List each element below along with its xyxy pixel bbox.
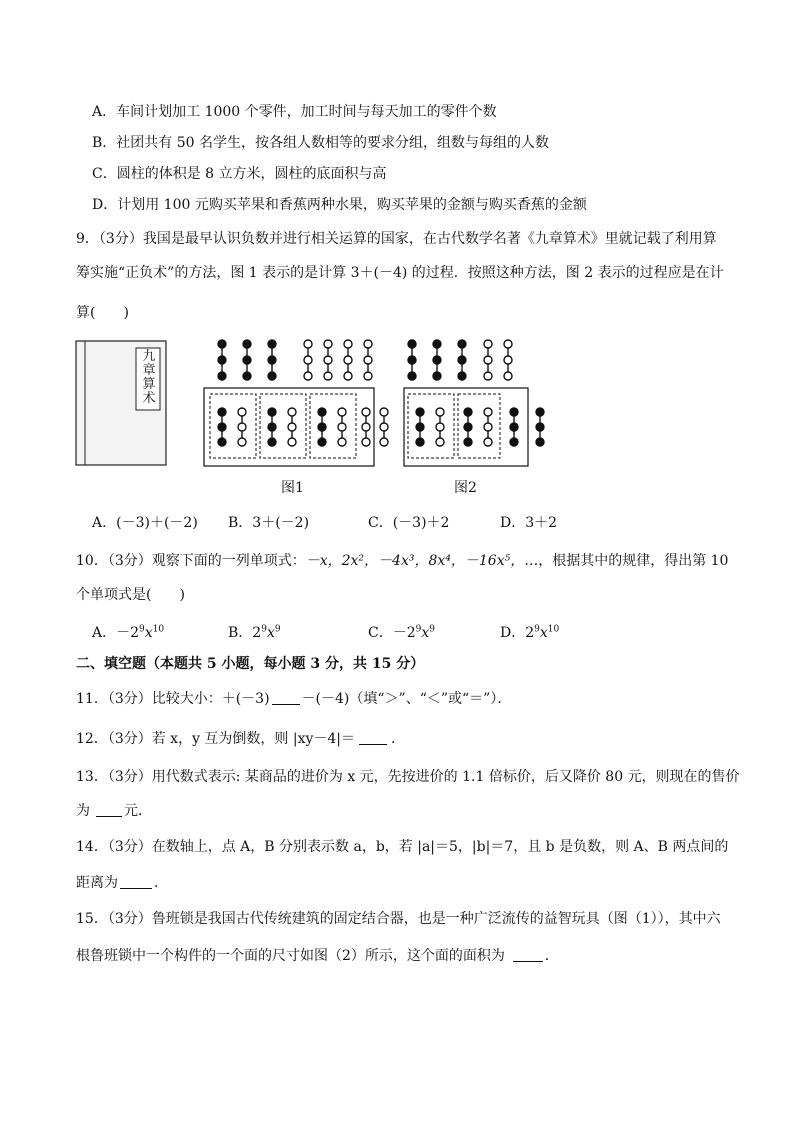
option-coef: 2 <box>252 625 262 641</box>
option-text: 社团共有 50 名学生，按各组人数相等的要求分组，组数与每组的人数 <box>116 135 550 151</box>
q15-stem-line2 <box>76 945 559 965</box>
q12-post: ． <box>391 731 406 747</box>
q10-terms: －x，2x²，－4x³，8x⁴，－16x⁵，… <box>305 553 539 569</box>
q9-stem-line2: 筹实施“正负术”的方法，图 1 表示的是计算 3＋(－4) 的过程．按照这种方法，图 2 表示的过程应是在计 <box>76 265 724 281</box>
q12-pre: 12．（3分）若 x，y 互为倒数，则 |xy－4|＝ <box>76 731 356 747</box>
option-base: x <box>144 625 153 641</box>
q8-option-d <box>92 194 587 214</box>
q10-stem-line2: 个单项式是( ) <box>76 587 185 603</box>
figure-1-counting-rods <box>200 336 390 470</box>
q9-option-d <box>500 512 557 532</box>
q9-stem-line1: 9．（3分）我国是最早认识负数并进行相关运算的国家，在古代数学名著《九章算术》里就记载了利用算 <box>76 231 717 247</box>
option-base: x <box>539 625 548 641</box>
q11-post: －(－4)（填“＞”、“＜”或“＝”）． <box>301 691 512 707</box>
option-label: A． <box>92 104 117 120</box>
figure-2-caption: 图2 <box>454 480 477 496</box>
q13-answer-blank[interactable] <box>96 802 122 817</box>
q14-post: ． <box>154 875 168 891</box>
q10-stem-line1 <box>76 550 728 570</box>
q13-stem-line1: 13．（3分）用代数式表示: 某商品的进价为 x 元，先按进价的 1.1 倍标价，后又降价 80 元，则现在的售价 <box>76 769 740 785</box>
q9-option-b <box>228 512 309 532</box>
option-label: C． <box>368 625 393 641</box>
q9-stem-line3: 算( ) <box>76 305 129 321</box>
option-label: A． <box>92 515 117 531</box>
q11-answer-blank[interactable] <box>272 690 300 705</box>
q14-stem-line1: 14．（3分）在数轴上，点 A，B 分别表示数 a，b，若 |a|＝5，|b|＝7，且 b 是负数，则 A、B 两点间的 <box>76 839 729 855</box>
option-label: A． <box>92 625 117 641</box>
q14-pre: 距离为 <box>76 875 118 891</box>
option-text: 圆柱的体积是 8 立方米，圆柱的底面积与高 <box>116 166 387 182</box>
q10-suffix: ，根据其中的规律，得出第 10 <box>538 553 729 569</box>
option-label: B． <box>92 135 117 151</box>
figure-1-caption: 图1 <box>281 480 304 496</box>
option-text: 车间计划加工 1000 个零件，加工时间与每天加工的零件个数 <box>116 104 497 120</box>
option-exp2: 9 <box>429 624 436 635</box>
q11-pre: 11．（3分）比较大小：＋(－3) <box>76 691 270 707</box>
option-label: C． <box>92 166 117 182</box>
option-label: D． <box>92 197 118 213</box>
option-label: B． <box>228 625 253 641</box>
option-text: 3＋(－2) <box>252 515 310 531</box>
q10-prefix: 10．（3分）观察下面的一列单项式： <box>76 553 306 569</box>
option-base: x <box>421 625 430 641</box>
option-exp2: 9 <box>274 624 281 635</box>
figure-2-counting-rods <box>400 336 550 470</box>
q15-answer-blank[interactable] <box>513 947 543 962</box>
q12-stem <box>76 728 405 748</box>
q11-stem <box>76 688 511 708</box>
option-coef: －2 <box>116 625 140 641</box>
option-exp2: 10 <box>547 624 560 635</box>
q13-stem-line2 <box>76 800 152 820</box>
option-text: (－3)＋(－2) <box>116 515 198 531</box>
option-coef: －2 <box>392 625 416 641</box>
q9-option-c <box>368 512 449 532</box>
option-exp1: 9 <box>261 624 267 635</box>
q10-option-c <box>368 622 435 642</box>
option-text: (－3)＋2 <box>392 515 450 531</box>
option-label: D． <box>500 515 526 531</box>
option-text: 计划用 100 元购买苹果和香蕉两种水果，购买苹果的金额与购买香蕉的金额 <box>117 197 587 213</box>
q10-option-b <box>228 622 281 642</box>
q10-option-a <box>92 622 164 642</box>
q8-option-b <box>92 132 549 152</box>
q14-stem-line2 <box>76 872 168 892</box>
option-coef: 2 <box>525 625 535 641</box>
option-exp2: 10 <box>152 624 165 635</box>
q13-post: 元． <box>124 803 152 819</box>
book-title: 九章算术 <box>142 349 156 406</box>
section-2-title: 二、填空题（本题共 5 小题，每小题 3 分，共 15 分） <box>76 656 425 672</box>
option-label: D． <box>500 625 526 641</box>
q10-option-d <box>500 622 559 642</box>
q14-answer-blank[interactable] <box>120 874 152 889</box>
option-exp1: 9 <box>139 624 145 635</box>
option-label: B． <box>228 515 253 531</box>
q15-post: ． <box>544 948 559 964</box>
q8-option-a <box>92 101 497 121</box>
option-text: 3＋2 <box>525 515 558 531</box>
q12-answer-blank[interactable] <box>359 730 387 745</box>
option-label: C． <box>368 515 393 531</box>
option-exp1: 9 <box>415 624 422 635</box>
q15-stem-line1: 15．（3分）鲁班锁是我国古代传统建筑的固定结合器，也是一种广泛流传的益智玩具（图（1）），其中六 <box>76 911 721 927</box>
q15-pre: 根鲁班锁中一个构件的一个面的尺寸如图（2）所示，这个面的面积为 <box>76 948 505 964</box>
q13-pre: 为 <box>76 803 90 819</box>
q8-option-c <box>92 163 387 183</box>
option-exp1: 9 <box>534 624 540 635</box>
option-base: x <box>266 625 275 641</box>
q9-option-a <box>92 512 198 532</box>
